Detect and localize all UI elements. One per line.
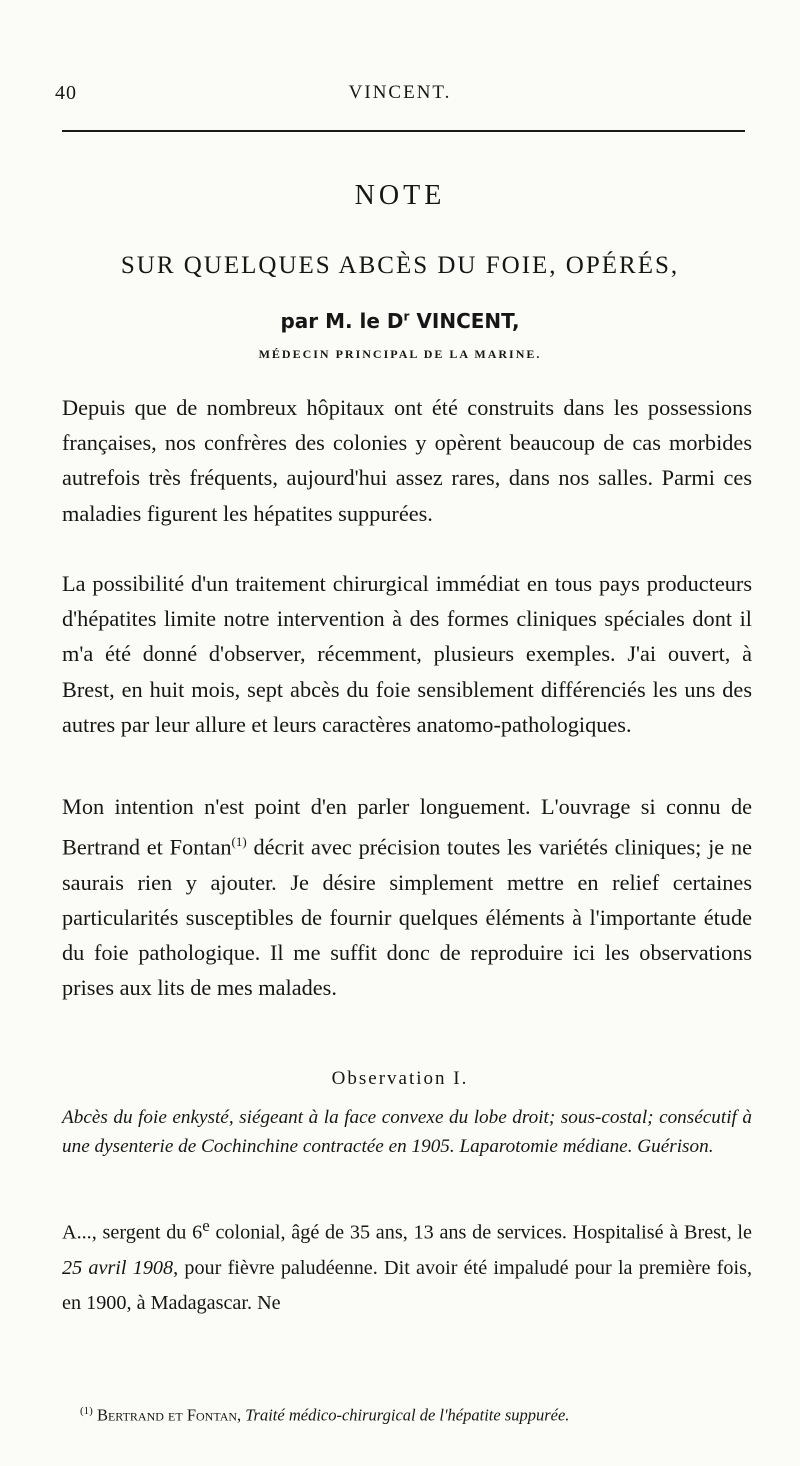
byline-sup: r [403,309,410,324]
footnote-reference: (1) [231,834,247,850]
author-byline [0,309,800,333]
observation-text-b: colonial, âgé de 35 ans, 13 ans de services. Hospitalisé à Brest, le [209,1221,752,1244]
page-number: 40 [55,82,77,104]
observation-text-sup: e [202,1216,210,1235]
article-subtitle: SUR QUELQUES ABCÈS DU FOIE, OPÉRÉS, [120,252,680,279]
observation-text [62,1208,752,1321]
paragraph-2: La possibilité d'un traitement chirurgical immédiat en tous pays producteurs d'hépatites limite notre intervention à des formes cliniques spéciales dont il m'a été donné d'observer, récemment, plusieurs exemples. J'ai ouvert, à Brest, en huit mois, sept abcès du foie sensiblement différenciés les uns des autres par leur allure et leurs caractères anatomo-pathologiques. [62,571,752,737]
byline-prefix: par M. le D [280,309,404,333]
observation-text-c: , pour fièvre paludéenne. Dit avoir été impaludé pour la première fois, en 1900, à Madagascar. Ne [62,1256,752,1314]
observation-heading: Observation I. [331,1068,469,1089]
footnote-mark: (1) [80,1405,93,1417]
paragraph-3-text-b: décrit avec précision toutes les variétés cliniques; je ne saurais rien y ajouter. Je désire simplement mettre en relief certaines particularités susceptibles de fournir quelques éléments à l'importante étude du foie pathologique. Il me suffit donc de reproduire ici les observations prises aux lits de mes malades. [62,834,752,1001]
observation-text-a: A..., sergent du 6 [62,1221,203,1244]
header-rule [62,130,745,132]
observation-date: 25 avril 1908 [62,1256,174,1279]
author-affiliation: MÉDECIN PRINCIPAL DE LA MARINE. [258,347,542,361]
observation-summary: Abcès du foie enkysté, siégeant à la face convexe du lobe droit; sous-costal; consécutif à une dysenterie de Cochinchine contractée en 1905. Laparotomie médiane. Guérison. [62,1107,752,1157]
footnote-authors: Bertrand et Fontan, [96,1405,242,1425]
page-header [55,82,745,112]
running-head: VINCENT. [348,82,452,103]
byline-name: VINCENT, [409,309,520,333]
paragraph-1: Depuis que de nombreux hôpitaux ont été construits dans les possessions françaises, nos confrères des colonies y opèrent beaucoup de cas morbides autrefois très fréquents, aujourd'hui assez rares, dans nos salles. Parmi ces maladies figurent les hépatites suppurées. [62,395,752,526]
paragraph-3-text-a: Mon intention n'est point d'en parler longuement. L'ouvrage si connu de Bertrand et Fontan [62,794,752,860]
footnote-title: Traité médico-chirurgical de l'hépatite suppurée. [245,1405,570,1425]
paragraph-3 [62,789,752,1006]
article-title: NOTE [354,180,446,211]
footnote [80,1400,760,1427]
